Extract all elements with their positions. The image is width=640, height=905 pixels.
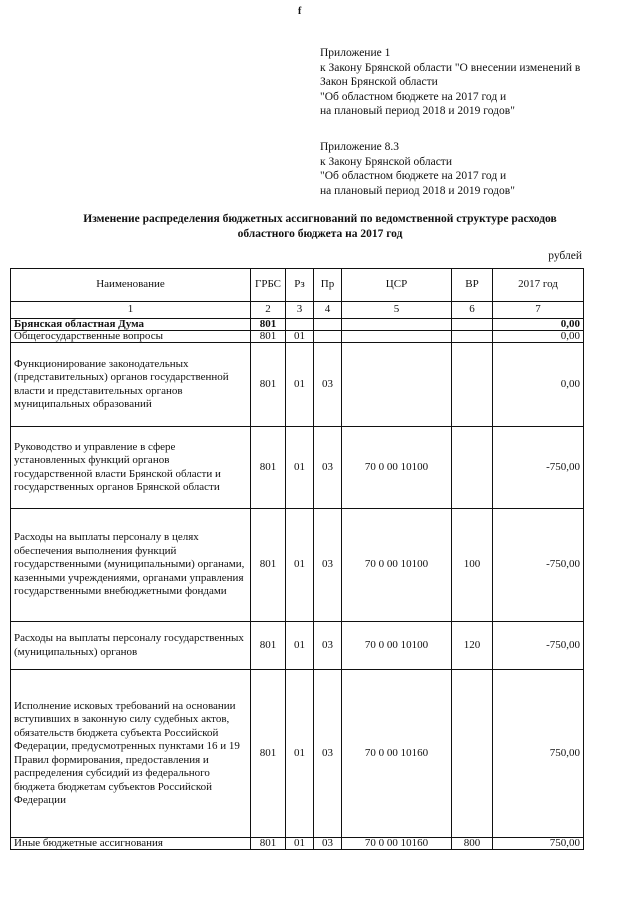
row-name: Руководство и управление в сфере установленных функций органов государственной власти Брянской области и государственных органов Брянской области bbox=[11, 427, 251, 509]
column-number: 2 bbox=[251, 302, 286, 319]
row-name: Общегосударственные вопросы bbox=[11, 331, 251, 343]
row-grbs: 801 bbox=[251, 427, 286, 509]
document-title bbox=[20, 212, 620, 241]
row-name: Функционирование законодательных (представительных) органов государственной власти и представительных органов муниципальных образований bbox=[11, 343, 251, 427]
table-row bbox=[11, 343, 584, 427]
row-name: Исполнение исковых требований на основании вступивших в законную силу судебных актов, обязательств бюджета субъекта Российской Федерации, предусмотренных пунктами 16 и 19 Правил формирования, предоставления и распределения субсидий из федерального бюджета бюджетам субъектов Российской Федерации bbox=[11, 670, 251, 838]
column-number: 4 bbox=[314, 302, 342, 319]
row-vr: 800 bbox=[452, 838, 493, 850]
row-grbs: 801 bbox=[251, 343, 286, 427]
row-pr: 03 bbox=[314, 670, 342, 838]
row-rz: 01 bbox=[286, 509, 314, 622]
table-row bbox=[11, 331, 584, 343]
annex-1-line: Приложение 1 bbox=[320, 47, 391, 59]
header-csr: ЦСР bbox=[342, 269, 452, 302]
row-csr bbox=[342, 343, 452, 427]
row-csr: 70 0 00 10160 bbox=[342, 670, 452, 838]
row-csr bbox=[342, 331, 452, 343]
row-amount: 0,00 bbox=[493, 319, 584, 331]
header-row bbox=[11, 269, 584, 302]
row-vr: 120 bbox=[452, 622, 493, 670]
row-pr: 03 bbox=[314, 509, 342, 622]
column-number-row bbox=[11, 302, 584, 319]
document-title-line-1: Изменение распределения бюджетных ассигнований по ведомственной структуре расходов bbox=[83, 213, 557, 225]
row-pr: 03 bbox=[314, 622, 342, 670]
row-grbs: 801 bbox=[251, 838, 286, 850]
column-number: 1 bbox=[11, 302, 251, 319]
column-number: 7 bbox=[493, 302, 584, 319]
row-amount: 750,00 bbox=[493, 838, 584, 850]
budget-table bbox=[10, 268, 584, 850]
table-row bbox=[11, 622, 584, 670]
row-grbs: 801 bbox=[251, 622, 286, 670]
header-pr: Пр bbox=[314, 269, 342, 302]
row-pr: 03 bbox=[314, 343, 342, 427]
table-row bbox=[11, 319, 584, 331]
row-name: Брянская областная Дума bbox=[11, 319, 251, 331]
row-rz: 01 bbox=[286, 670, 314, 838]
row-rz: 01 bbox=[286, 331, 314, 343]
row-grbs: 801 bbox=[251, 670, 286, 838]
annex-1-line: "Об областном бюджете на 2017 год и bbox=[320, 90, 507, 103]
annex-2-line: на плановый период 2018 и 2019 годов" bbox=[320, 184, 515, 197]
row-vr bbox=[452, 331, 493, 343]
row-grbs: 801 bbox=[251, 509, 286, 622]
row-pr: 03 bbox=[314, 427, 342, 509]
row-rz bbox=[286, 319, 314, 331]
row-amount: 0,00 bbox=[493, 343, 584, 427]
row-pr: 03 bbox=[314, 838, 342, 850]
row-vr: 100 bbox=[452, 509, 493, 622]
row-pr bbox=[314, 331, 342, 343]
row-csr bbox=[342, 319, 452, 331]
row-rz: 01 bbox=[286, 343, 314, 427]
table-row bbox=[11, 670, 584, 838]
row-amount: 0,00 bbox=[493, 331, 584, 343]
row-rz: 01 bbox=[286, 427, 314, 509]
annex-2-line: Приложение 8.3 bbox=[320, 141, 399, 153]
row-rz: 01 bbox=[286, 838, 314, 850]
row-vr bbox=[452, 319, 493, 331]
row-name: Иные бюджетные ассигнования bbox=[11, 838, 251, 850]
table-row bbox=[11, 427, 584, 509]
row-rz: 01 bbox=[286, 622, 314, 670]
row-vr bbox=[452, 427, 493, 509]
table-row bbox=[11, 509, 584, 622]
row-vr bbox=[452, 670, 493, 838]
annex-2-line: "Об областном бюджете на 2017 год и bbox=[320, 170, 507, 182]
column-number: 3 bbox=[286, 302, 314, 319]
header-vr: ВР bbox=[452, 269, 493, 302]
annex-1-line: Закон Брянской области bbox=[320, 76, 438, 88]
row-csr: 70 0 00 10100 bbox=[342, 509, 452, 622]
row-name: Расходы на выплаты персоналу в целях обеспечения выполнения функций государственными (муниципальными) органами, казенными учреждениями, органами управления государственными внебюджетными фондами bbox=[11, 509, 251, 622]
column-number: 6 bbox=[452, 302, 493, 319]
row-grbs: 801 bbox=[251, 319, 286, 331]
row-amount: -750,00 bbox=[493, 509, 584, 622]
header-rz: Рз bbox=[286, 269, 314, 302]
annex-8-3-header bbox=[320, 140, 620, 198]
table-row bbox=[11, 838, 584, 850]
document-title-line-2: областного бюджета на 2017 год bbox=[237, 227, 403, 240]
row-vr bbox=[452, 343, 493, 427]
row-pr bbox=[314, 319, 342, 331]
row-csr: 70 0 00 10160 bbox=[342, 838, 452, 850]
row-amount: 750,00 bbox=[493, 670, 584, 838]
row-csr: 70 0 00 10100 bbox=[342, 622, 452, 670]
header-name: Наименование bbox=[11, 269, 251, 302]
row-name: Расходы на выплаты персоналу государственных (муниципальных) органов bbox=[11, 622, 251, 670]
annex-1-line: на плановый период 2018 и 2019 годов" bbox=[320, 105, 515, 117]
annex-1-line: к Закону Брянской области "О внесении изменений в bbox=[320, 61, 581, 74]
row-amount: -750,00 bbox=[493, 622, 584, 670]
annex-2-line: к Закону Брянской области bbox=[320, 155, 452, 168]
page-mark: f bbox=[298, 6, 302, 17]
row-grbs: 801 bbox=[251, 331, 286, 343]
column-number: 5 bbox=[342, 302, 452, 319]
row-csr: 70 0 00 10100 bbox=[342, 427, 452, 509]
header-grbs: ГРБС bbox=[251, 269, 286, 302]
header-year: 2017 год bbox=[493, 269, 584, 302]
row-amount: -750,00 bbox=[493, 427, 584, 509]
annex-1-header bbox=[320, 46, 620, 119]
units-label: рублей bbox=[548, 250, 582, 262]
